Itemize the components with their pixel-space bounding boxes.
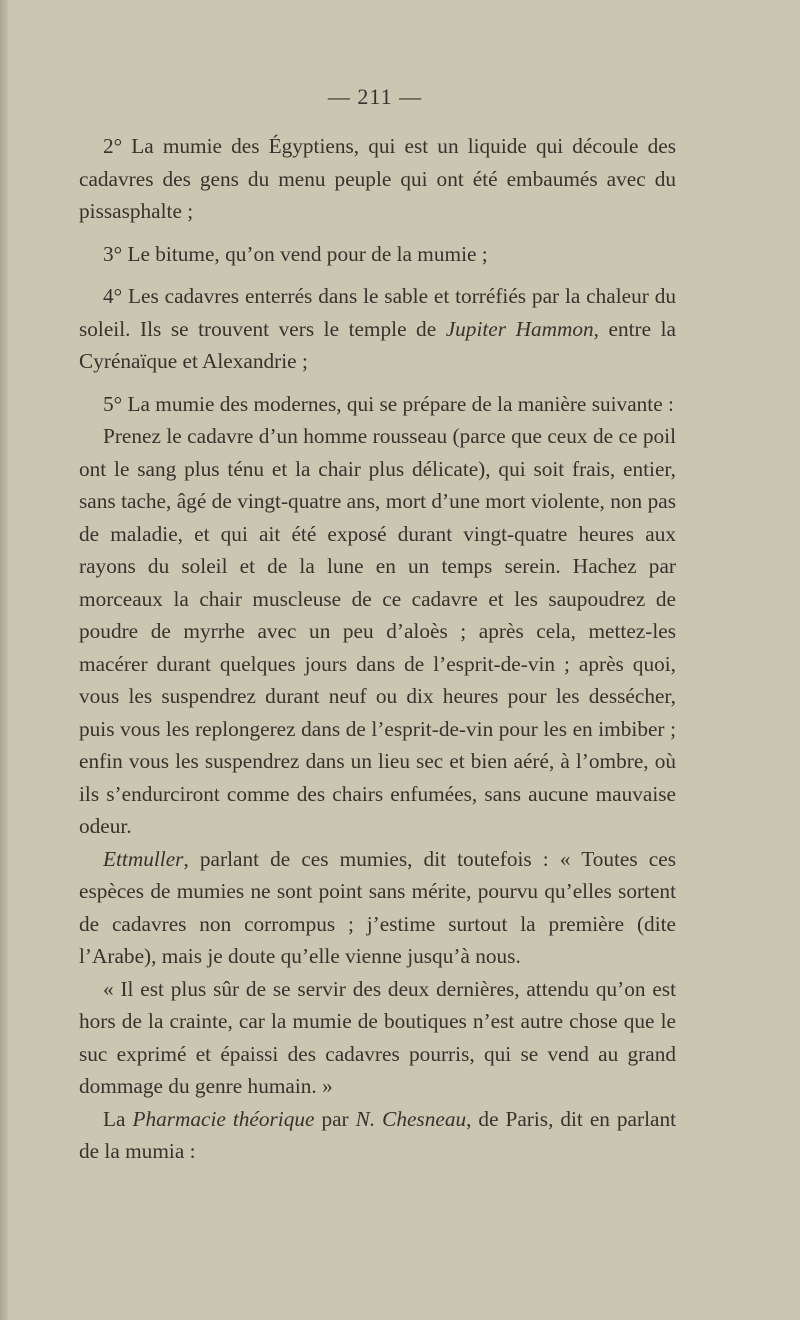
body-text [79, 130, 676, 1168]
text-run: 5° La mumie des modernes, qui se prépare de la manière suivante : [103, 391, 674, 416]
page-edge [0, 0, 8, 1320]
text-run: « Il est plus sûr de se servir des deux dernières, attendu qu’on est hors de la crainte, car la mumie de boutiques n’est autre chose que le suc exprimé et épaissi des cadavres pourris, qui se vend au grand dommage du genre humain. » [79, 976, 676, 1098]
page-number: — 211 — [327, 84, 423, 109]
paragraph [79, 973, 676, 1103]
text-run: Prenez le cadavre d’un homme rousseau (parce que ceux de ce poil ont le sang plus ténu et la chair plus délicate), qui soit frais, entier, sans tache, âgé de vingt-quatre ans, mort d’une mort violente, non pas de maladie, et qui ait été exposé durant vingt-quatre heures aux rayons du soleil et de la lune en un temps serein. Hachez par morceaux la chair muscleuse de ce cadavre et les saupoudrez de poudre de myrrhe avec un peu d’aloès ; après cela, mettez-les macérer durant quelques jours dans de l’esprit-de-vin ; après quoi, vous les suspendrez durant neuf ou dix heures pour les dessécher, puis vous les replongerez dans de l’esprit-de-vin pour les en imbiber ; enfin vous les suspendrez dans un lieu sec et bien aéré, à l’ombre, où ils s’endurciront comme des chairs enfumées, sans aucune mauvaise odeur. [79, 424, 676, 838]
text-run: par [314, 1106, 356, 1131]
paragraph [79, 280, 676, 378]
paragraph [79, 388, 676, 421]
italic-run: Jupiter Hammon [445, 316, 594, 341]
paragraph [79, 420, 676, 843]
text-run: , de Paris, dit en parlant de la mumia : [79, 1106, 677, 1163]
text-run: 3° Le bitume, qu’on vend pour de la mumie ; [103, 241, 488, 266]
text-run: , parlant de ces mumies, dit toutefois : « Toutes ces espèces de mumies ne sont point sans mérite, pourvu qu’elles sortent de cadavres non corrompus ; j’estime surtout la première (dite l’Arabe), mais je doute qu’elle vienne jusqu’à nous. [79, 846, 676, 968]
text-run: , entre la Cyrénaïque et Alexandrie ; [79, 316, 676, 373]
italic-run: Ettmuller [103, 846, 184, 871]
paragraph [79, 130, 676, 228]
paragraph [79, 238, 676, 271]
text-run: 2° La mumie des Égyptiens, qui est un liquide qui découle des cadavres des gens du menu peuple qui ont été embaumés avec du pissasphalte ; [79, 134, 676, 223]
paragraph [79, 1103, 676, 1168]
text-run: 4° Les cadavres enterrés dans le sable et torréfiés par la chaleur du soleil. Ils se trouvent vers le temple de [79, 284, 676, 341]
italic-run: Pharmacie théorique [132, 1106, 315, 1131]
paragraph [79, 843, 676, 973]
text-run: La [103, 1106, 133, 1131]
italic-run: N. Chesneau [355, 1106, 467, 1131]
